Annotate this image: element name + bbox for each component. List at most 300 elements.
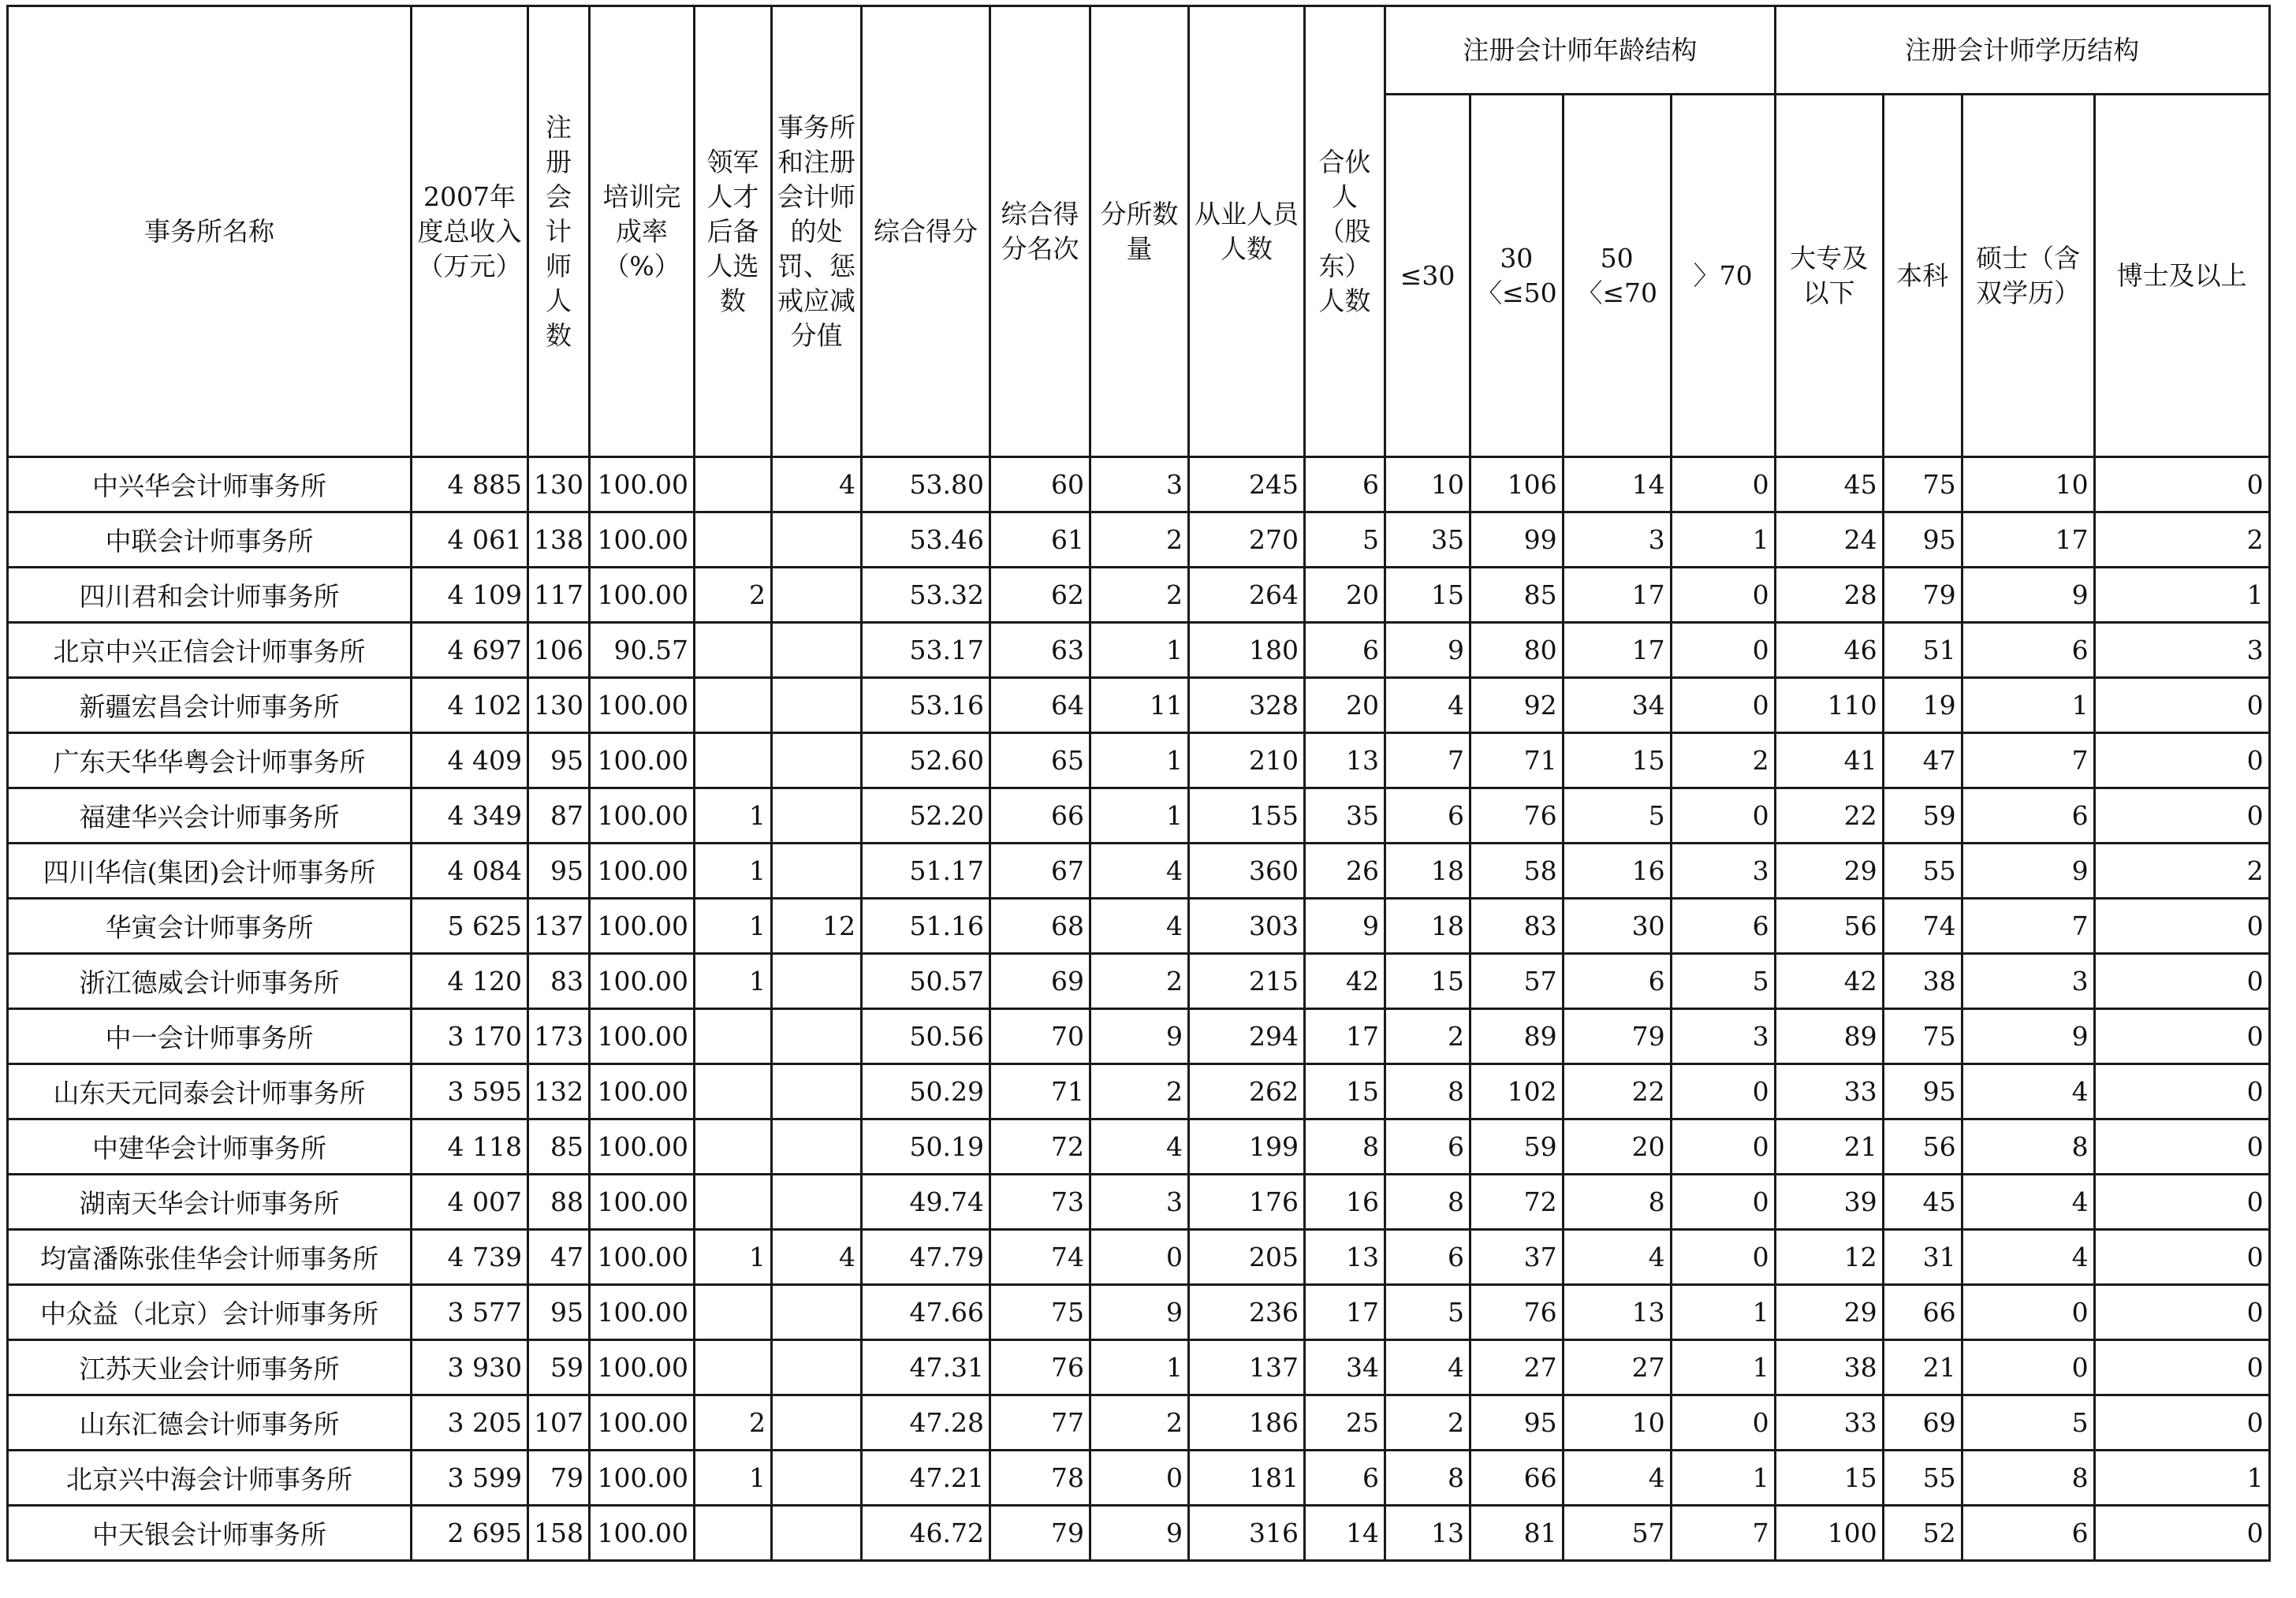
edu-bachelor-cell: 95 xyxy=(1883,1064,1962,1119)
edu-phd-cell: 2 xyxy=(2094,512,2269,568)
age-le30-cell: 2 xyxy=(1385,1009,1470,1064)
table-row xyxy=(8,954,2270,1009)
age-gt70-cell: 0 xyxy=(1671,568,1775,623)
cpa-count-cell: 107 xyxy=(528,1395,590,1451)
col-header-age-gt70: 〉70 xyxy=(1671,95,1775,457)
score-cell: 53.17 xyxy=(862,623,990,678)
penalty-cell xyxy=(772,623,862,678)
age-gt70-cell: 0 xyxy=(1671,678,1775,733)
age-50-70-cell: 17 xyxy=(1563,568,1671,623)
partners-cell: 6 xyxy=(1305,1451,1385,1506)
firm-name-cell: 北京中兴正信会计师事务所 xyxy=(8,623,412,678)
edu-bachelor-cell: 45 xyxy=(1883,1175,1962,1230)
leader-candidates-cell xyxy=(695,1009,772,1064)
age-30-50-cell: 102 xyxy=(1470,1064,1564,1119)
training-rate-cell: 100.00 xyxy=(590,457,695,512)
table-row xyxy=(8,899,2270,954)
age-50-70-cell: 20 xyxy=(1563,1119,1671,1175)
score-cell: 50.57 xyxy=(862,954,990,1009)
col-header-revenue: 2007年度总收入（万元） xyxy=(412,6,528,457)
age-50-70-cell: 17 xyxy=(1563,623,1671,678)
firm-name-cell: 中众益（北京）会计师事务所 xyxy=(8,1285,412,1340)
revenue-cell: 4 109 xyxy=(412,568,528,623)
firm-name-cell: 中兴华会计师事务所 xyxy=(8,457,412,512)
age-gt70-cell: 6 xyxy=(1671,899,1775,954)
training-rate-cell: 100.00 xyxy=(590,954,695,1009)
firm-name-cell: 中天银会计师事务所 xyxy=(8,1506,412,1561)
revenue-cell: 4 349 xyxy=(412,788,528,844)
age-30-50-cell: 99 xyxy=(1470,512,1564,568)
edu-bachelor-cell: 21 xyxy=(1883,1340,1962,1395)
revenue-cell: 4 409 xyxy=(412,733,528,788)
partners-cell: 20 xyxy=(1305,568,1385,623)
leader-candidates-cell: 1 xyxy=(695,844,772,899)
leader-candidates-cell xyxy=(695,1119,772,1175)
cpa-count-cell: 173 xyxy=(528,1009,590,1064)
edu-college-cell: 24 xyxy=(1775,512,1883,568)
firm-name-cell: 广东天华华粤会计师事务所 xyxy=(8,733,412,788)
rank-cell: 67 xyxy=(990,844,1090,899)
edu-master-cell: 7 xyxy=(1962,899,2094,954)
edu-master-cell: 4 xyxy=(1962,1175,2094,1230)
edu-master-cell: 6 xyxy=(1962,623,2094,678)
edu-master-cell: 6 xyxy=(1962,788,2094,844)
branches-cell: 11 xyxy=(1090,678,1189,733)
edu-master-cell: 17 xyxy=(1962,512,2094,568)
edu-phd-cell: 0 xyxy=(2094,733,2269,788)
training-rate-cell: 100.00 xyxy=(590,788,695,844)
table-row xyxy=(8,623,2270,678)
edu-college-cell: 15 xyxy=(1775,1451,1883,1506)
edu-college-cell: 38 xyxy=(1775,1340,1883,1395)
training-rate-cell: 100.00 xyxy=(590,1064,695,1119)
age-le30-cell: 18 xyxy=(1385,899,1470,954)
edu-college-cell: 28 xyxy=(1775,568,1883,623)
edu-college-cell: 45 xyxy=(1775,457,1883,512)
revenue-cell: 4 084 xyxy=(412,844,528,899)
rank-cell: 60 xyxy=(990,457,1090,512)
col-header-age-50-70: 50〈≤70 xyxy=(1563,95,1671,457)
revenue-cell: 3 170 xyxy=(412,1009,528,1064)
edu-bachelor-cell: 38 xyxy=(1883,954,1962,1009)
branches-cell: 0 xyxy=(1090,1230,1189,1285)
col-header-age-le30: ≤30 xyxy=(1385,95,1470,457)
cpa-count-cell: 106 xyxy=(528,623,590,678)
cpa-count-cell: 117 xyxy=(528,568,590,623)
leader-candidates-cell xyxy=(695,623,772,678)
firm-name-cell: 均富潘陈张佳华会计师事务所 xyxy=(8,1230,412,1285)
partners-cell: 20 xyxy=(1305,678,1385,733)
age-30-50-cell: 72 xyxy=(1470,1175,1564,1230)
edu-master-cell: 3 xyxy=(1962,954,2094,1009)
firm-name-cell: 新疆宏昌会计师事务所 xyxy=(8,678,412,733)
rank-cell: 76 xyxy=(990,1340,1090,1395)
edu-college-cell: 42 xyxy=(1775,954,1883,1009)
branches-cell: 4 xyxy=(1090,1119,1189,1175)
firm-name-cell: 福建华兴会计师事务所 xyxy=(8,788,412,844)
age-gt70-cell: 0 xyxy=(1671,788,1775,844)
edu-master-cell: 10 xyxy=(1962,457,2094,512)
leader-candidates-cell xyxy=(695,512,772,568)
age-le30-cell: 5 xyxy=(1385,1285,1470,1340)
leader-candidates-cell xyxy=(695,733,772,788)
cpa-count-cell: 83 xyxy=(528,954,590,1009)
training-rate-cell: 100.00 xyxy=(590,899,695,954)
firm-name-cell: 四川君和会计师事务所 xyxy=(8,568,412,623)
table-row xyxy=(8,457,2270,512)
partners-cell: 5 xyxy=(1305,512,1385,568)
staff-cell: 215 xyxy=(1189,954,1305,1009)
age-gt70-cell: 3 xyxy=(1671,1009,1775,1064)
age-50-70-cell: 10 xyxy=(1563,1395,1671,1451)
rank-cell: 75 xyxy=(990,1285,1090,1340)
staff-cell: 316 xyxy=(1189,1506,1305,1561)
col-header-rank: 综合得分名次 xyxy=(990,6,1090,457)
staff-cell: 210 xyxy=(1189,733,1305,788)
age-30-50-cell: 92 xyxy=(1470,678,1564,733)
rank-cell: 61 xyxy=(990,512,1090,568)
training-rate-cell: 100.00 xyxy=(590,512,695,568)
branches-cell: 2 xyxy=(1090,512,1189,568)
edu-bachelor-cell: 66 xyxy=(1883,1285,1962,1340)
col-header-branches: 分所数量 xyxy=(1090,6,1189,457)
firm-name-cell: 华寅会计师事务所 xyxy=(8,899,412,954)
rank-cell: 72 xyxy=(990,1119,1090,1175)
col-header-edu-bachelor: 本科 xyxy=(1883,95,1962,457)
cpa-count-cell: 87 xyxy=(528,788,590,844)
penalty-cell: 12 xyxy=(772,899,862,954)
edu-phd-cell: 3 xyxy=(2094,623,2269,678)
age-30-50-cell: 27 xyxy=(1470,1340,1564,1395)
staff-cell: 303 xyxy=(1189,899,1305,954)
age-30-50-cell: 76 xyxy=(1470,1285,1564,1340)
staff-cell: 294 xyxy=(1189,1009,1305,1064)
col-group-age: 注册会计师年龄结构 xyxy=(1385,6,1776,95)
table-row xyxy=(8,1009,2270,1064)
firm-ranking-table xyxy=(6,5,2271,1562)
penalty-cell xyxy=(772,1009,862,1064)
score-cell: 52.20 xyxy=(862,788,990,844)
revenue-cell: 3 205 xyxy=(412,1395,528,1451)
rank-cell: 66 xyxy=(990,788,1090,844)
branches-cell: 1 xyxy=(1090,733,1189,788)
age-gt70-cell: 1 xyxy=(1671,512,1775,568)
staff-cell: 176 xyxy=(1189,1175,1305,1230)
score-cell: 47.31 xyxy=(862,1340,990,1395)
training-rate-cell: 100.00 xyxy=(590,1451,695,1506)
rank-cell: 62 xyxy=(990,568,1090,623)
penalty-cell xyxy=(772,788,862,844)
age-le30-cell: 2 xyxy=(1385,1395,1470,1451)
revenue-cell: 3 577 xyxy=(412,1285,528,1340)
age-30-50-cell: 59 xyxy=(1470,1119,1564,1175)
leader-candidates-cell: 1 xyxy=(695,899,772,954)
rank-cell: 69 xyxy=(990,954,1090,1009)
age-le30-cell: 15 xyxy=(1385,568,1470,623)
staff-cell: 264 xyxy=(1189,568,1305,623)
edu-phd-cell: 0 xyxy=(2094,678,2269,733)
score-cell: 53.46 xyxy=(862,512,990,568)
cpa-count-cell: 95 xyxy=(528,733,590,788)
age-le30-cell: 8 xyxy=(1385,1451,1470,1506)
partners-cell: 13 xyxy=(1305,733,1385,788)
revenue-cell: 4 118 xyxy=(412,1119,528,1175)
partners-cell: 14 xyxy=(1305,1506,1385,1561)
edu-bachelor-cell: 47 xyxy=(1883,733,1962,788)
penalty-cell xyxy=(772,954,862,1009)
score-cell: 53.80 xyxy=(862,457,990,512)
penalty-cell xyxy=(772,1119,862,1175)
cpa-count-cell: 88 xyxy=(528,1175,590,1230)
age-50-70-cell: 34 xyxy=(1563,678,1671,733)
age-gt70-cell: 0 xyxy=(1671,1230,1775,1285)
rank-cell: 71 xyxy=(990,1064,1090,1119)
col-header-name: 事务所名称 xyxy=(8,6,412,457)
revenue-cell: 3 595 xyxy=(412,1064,528,1119)
age-le30-cell: 4 xyxy=(1385,1340,1470,1395)
revenue-cell: 5 625 xyxy=(412,899,528,954)
penalty-cell xyxy=(772,1175,862,1230)
age-le30-cell: 18 xyxy=(1385,844,1470,899)
firm-name-cell: 中一会计师事务所 xyxy=(8,1009,412,1064)
penalty-cell xyxy=(772,678,862,733)
leader-candidates-cell: 1 xyxy=(695,1451,772,1506)
edu-master-cell: 6 xyxy=(1962,1506,2094,1561)
leader-candidates-cell xyxy=(695,1175,772,1230)
revenue-cell: 2 695 xyxy=(412,1506,528,1561)
age-le30-cell: 35 xyxy=(1385,512,1470,568)
col-header-partners: 合伙人（股东）人数 xyxy=(1305,6,1385,457)
staff-cell: 186 xyxy=(1189,1395,1305,1451)
score-cell: 46.72 xyxy=(862,1506,990,1561)
branches-cell: 3 xyxy=(1090,457,1189,512)
score-cell: 52.60 xyxy=(862,733,990,788)
age-50-70-cell: 27 xyxy=(1563,1340,1671,1395)
age-50-70-cell: 57 xyxy=(1563,1506,1671,1561)
edu-master-cell: 8 xyxy=(1962,1451,2094,1506)
branches-cell: 1 xyxy=(1090,1340,1189,1395)
edu-bachelor-cell: 52 xyxy=(1883,1506,1962,1561)
edu-master-cell: 9 xyxy=(1962,844,2094,899)
table-row xyxy=(8,568,2270,623)
edu-phd-cell: 0 xyxy=(2094,1230,2269,1285)
age-le30-cell: 6 xyxy=(1385,1230,1470,1285)
staff-cell: 270 xyxy=(1189,512,1305,568)
cpa-count-cell: 47 xyxy=(528,1230,590,1285)
branches-cell: 2 xyxy=(1090,954,1189,1009)
edu-bachelor-cell: 69 xyxy=(1883,1395,1962,1451)
edu-phd-cell: 0 xyxy=(2094,1064,2269,1119)
col-header-training: 培训完成率（%） xyxy=(590,6,695,457)
edu-college-cell: 39 xyxy=(1775,1175,1883,1230)
age-le30-cell: 8 xyxy=(1385,1064,1470,1119)
edu-phd-cell: 0 xyxy=(2094,1285,2269,1340)
branches-cell: 2 xyxy=(1090,568,1189,623)
training-rate-cell: 100.00 xyxy=(590,1175,695,1230)
edu-master-cell: 7 xyxy=(1962,733,2094,788)
training-rate-cell: 100.00 xyxy=(590,733,695,788)
leader-candidates-cell xyxy=(695,1064,772,1119)
partners-cell: 25 xyxy=(1305,1395,1385,1451)
edu-phd-cell: 0 xyxy=(2094,1340,2269,1395)
edu-bachelor-cell: 79 xyxy=(1883,568,1962,623)
age-50-70-cell: 8 xyxy=(1563,1175,1671,1230)
leader-candidates-cell: 2 xyxy=(695,1395,772,1451)
age-gt70-cell: 0 xyxy=(1671,1175,1775,1230)
penalty-cell xyxy=(772,733,862,788)
col-header-penalty: 事务所和注册会计师的处罚、惩戒应减分值 xyxy=(772,6,862,457)
age-50-70-cell: 5 xyxy=(1563,788,1671,844)
age-gt70-cell: 0 xyxy=(1671,1064,1775,1119)
cpa-count-cell: 137 xyxy=(528,899,590,954)
col-header-score: 综合得分 xyxy=(862,6,990,457)
age-50-70-cell: 4 xyxy=(1563,1451,1671,1506)
penalty-cell xyxy=(772,512,862,568)
leader-candidates-cell xyxy=(695,1285,772,1340)
age-30-50-cell: 37 xyxy=(1470,1230,1564,1285)
staff-cell: 236 xyxy=(1189,1285,1305,1340)
age-30-50-cell: 106 xyxy=(1470,457,1564,512)
edu-phd-cell: 2 xyxy=(2094,844,2269,899)
age-gt70-cell: 0 xyxy=(1671,623,1775,678)
leader-candidates-cell: 1 xyxy=(695,788,772,844)
col-header-edu-phd: 博士及以上 xyxy=(2094,95,2269,457)
cpa-count-cell: 95 xyxy=(528,1285,590,1340)
branches-cell: 1 xyxy=(1090,623,1189,678)
training-rate-cell: 100.00 xyxy=(590,1340,695,1395)
training-rate-cell: 100.00 xyxy=(590,1506,695,1561)
leader-candidates-cell: 2 xyxy=(695,568,772,623)
staff-cell: 328 xyxy=(1189,678,1305,733)
firm-name-cell: 浙江德威会计师事务所 xyxy=(8,954,412,1009)
cpa-count-cell: 132 xyxy=(528,1064,590,1119)
partners-cell: 8 xyxy=(1305,1119,1385,1175)
score-cell: 51.16 xyxy=(862,899,990,954)
revenue-cell: 3 930 xyxy=(412,1340,528,1395)
rank-cell: 77 xyxy=(990,1395,1090,1451)
age-50-70-cell: 22 xyxy=(1563,1064,1671,1119)
training-rate-cell: 100.00 xyxy=(590,678,695,733)
age-gt70-cell: 0 xyxy=(1671,1119,1775,1175)
age-gt70-cell: 5 xyxy=(1671,954,1775,1009)
cpa-count-cell: 79 xyxy=(528,1451,590,1506)
edu-master-cell: 9 xyxy=(1962,568,2094,623)
partners-cell: 17 xyxy=(1305,1009,1385,1064)
age-30-50-cell: 81 xyxy=(1470,1506,1564,1561)
staff-cell: 205 xyxy=(1189,1230,1305,1285)
edu-phd-cell: 1 xyxy=(2094,568,2269,623)
edu-college-cell: 29 xyxy=(1775,1285,1883,1340)
edu-college-cell: 12 xyxy=(1775,1230,1883,1285)
score-cell: 49.74 xyxy=(862,1175,990,1230)
age-gt70-cell: 1 xyxy=(1671,1451,1775,1506)
training-rate-cell: 100.00 xyxy=(590,568,695,623)
edu-master-cell: 4 xyxy=(1962,1064,2094,1119)
branches-cell: 2 xyxy=(1090,1395,1189,1451)
partners-cell: 16 xyxy=(1305,1175,1385,1230)
edu-college-cell: 29 xyxy=(1775,844,1883,899)
age-le30-cell: 13 xyxy=(1385,1506,1470,1561)
edu-phd-cell: 0 xyxy=(2094,1119,2269,1175)
leader-candidates-cell: 1 xyxy=(695,954,772,1009)
age-le30-cell: 6 xyxy=(1385,788,1470,844)
staff-cell: 199 xyxy=(1189,1119,1305,1175)
firm-name-cell: 中联会计师事务所 xyxy=(8,512,412,568)
edu-college-cell: 41 xyxy=(1775,733,1883,788)
age-gt70-cell: 1 xyxy=(1671,1285,1775,1340)
rank-cell: 63 xyxy=(990,623,1090,678)
leader-candidates-cell xyxy=(695,1506,772,1561)
partners-cell: 26 xyxy=(1305,844,1385,899)
staff-cell: 245 xyxy=(1189,457,1305,512)
table-row xyxy=(8,844,2270,899)
branches-cell: 4 xyxy=(1090,899,1189,954)
rank-cell: 74 xyxy=(990,1230,1090,1285)
col-header-age-30-50: 30〈≤50 xyxy=(1470,95,1564,457)
edu-college-cell: 110 xyxy=(1775,678,1883,733)
penalty-cell xyxy=(772,1285,862,1340)
score-cell: 50.56 xyxy=(862,1009,990,1064)
partners-cell: 9 xyxy=(1305,899,1385,954)
table-row xyxy=(8,1506,2270,1561)
rank-cell: 79 xyxy=(990,1506,1090,1561)
revenue-cell: 3 599 xyxy=(412,1451,528,1506)
edu-bachelor-cell: 55 xyxy=(1883,844,1962,899)
age-50-70-cell: 16 xyxy=(1563,844,1671,899)
partners-cell: 17 xyxy=(1305,1285,1385,1340)
rank-cell: 70 xyxy=(990,1009,1090,1064)
table-body xyxy=(8,457,2270,1561)
age-le30-cell: 9 xyxy=(1385,623,1470,678)
cpa-count-cell: 59 xyxy=(528,1340,590,1395)
edu-bachelor-cell: 75 xyxy=(1883,1009,1962,1064)
age-30-50-cell: 89 xyxy=(1470,1009,1564,1064)
staff-cell: 180 xyxy=(1189,623,1305,678)
training-rate-cell: 100.00 xyxy=(590,1119,695,1175)
edu-phd-cell: 0 xyxy=(2094,1175,2269,1230)
revenue-cell: 4 697 xyxy=(412,623,528,678)
age-gt70-cell: 0 xyxy=(1671,1395,1775,1451)
edu-phd-cell: 0 xyxy=(2094,457,2269,512)
age-50-70-cell: 30 xyxy=(1563,899,1671,954)
edu-bachelor-cell: 74 xyxy=(1883,899,1962,954)
age-le30-cell: 4 xyxy=(1385,678,1470,733)
table-row xyxy=(8,788,2270,844)
edu-master-cell: 1 xyxy=(1962,678,2094,733)
age-30-50-cell: 83 xyxy=(1470,899,1564,954)
age-le30-cell: 15 xyxy=(1385,954,1470,1009)
edu-master-cell: 0 xyxy=(1962,1340,2094,1395)
firm-name-cell: 中建华会计师事务所 xyxy=(8,1119,412,1175)
firm-name-cell: 四川华信(集团)会计师事务所 xyxy=(8,844,412,899)
branches-cell: 3 xyxy=(1090,1175,1189,1230)
edu-bachelor-cell: 51 xyxy=(1883,623,1962,678)
table-row xyxy=(8,678,2270,733)
rank-cell: 64 xyxy=(990,678,1090,733)
training-rate-cell: 100.00 xyxy=(590,1285,695,1340)
penalty-cell: 4 xyxy=(772,457,862,512)
leader-candidates-cell xyxy=(695,678,772,733)
age-50-70-cell: 3 xyxy=(1563,512,1671,568)
penalty-cell xyxy=(772,568,862,623)
age-50-70-cell: 6 xyxy=(1563,954,1671,1009)
training-rate-cell: 100.00 xyxy=(590,1395,695,1451)
col-group-education: 注册会计师学历结构 xyxy=(1775,6,2269,95)
table-row xyxy=(8,1285,2270,1340)
partners-cell: 35 xyxy=(1305,788,1385,844)
penalty-cell xyxy=(772,1340,862,1395)
branches-cell: 9 xyxy=(1090,1285,1189,1340)
